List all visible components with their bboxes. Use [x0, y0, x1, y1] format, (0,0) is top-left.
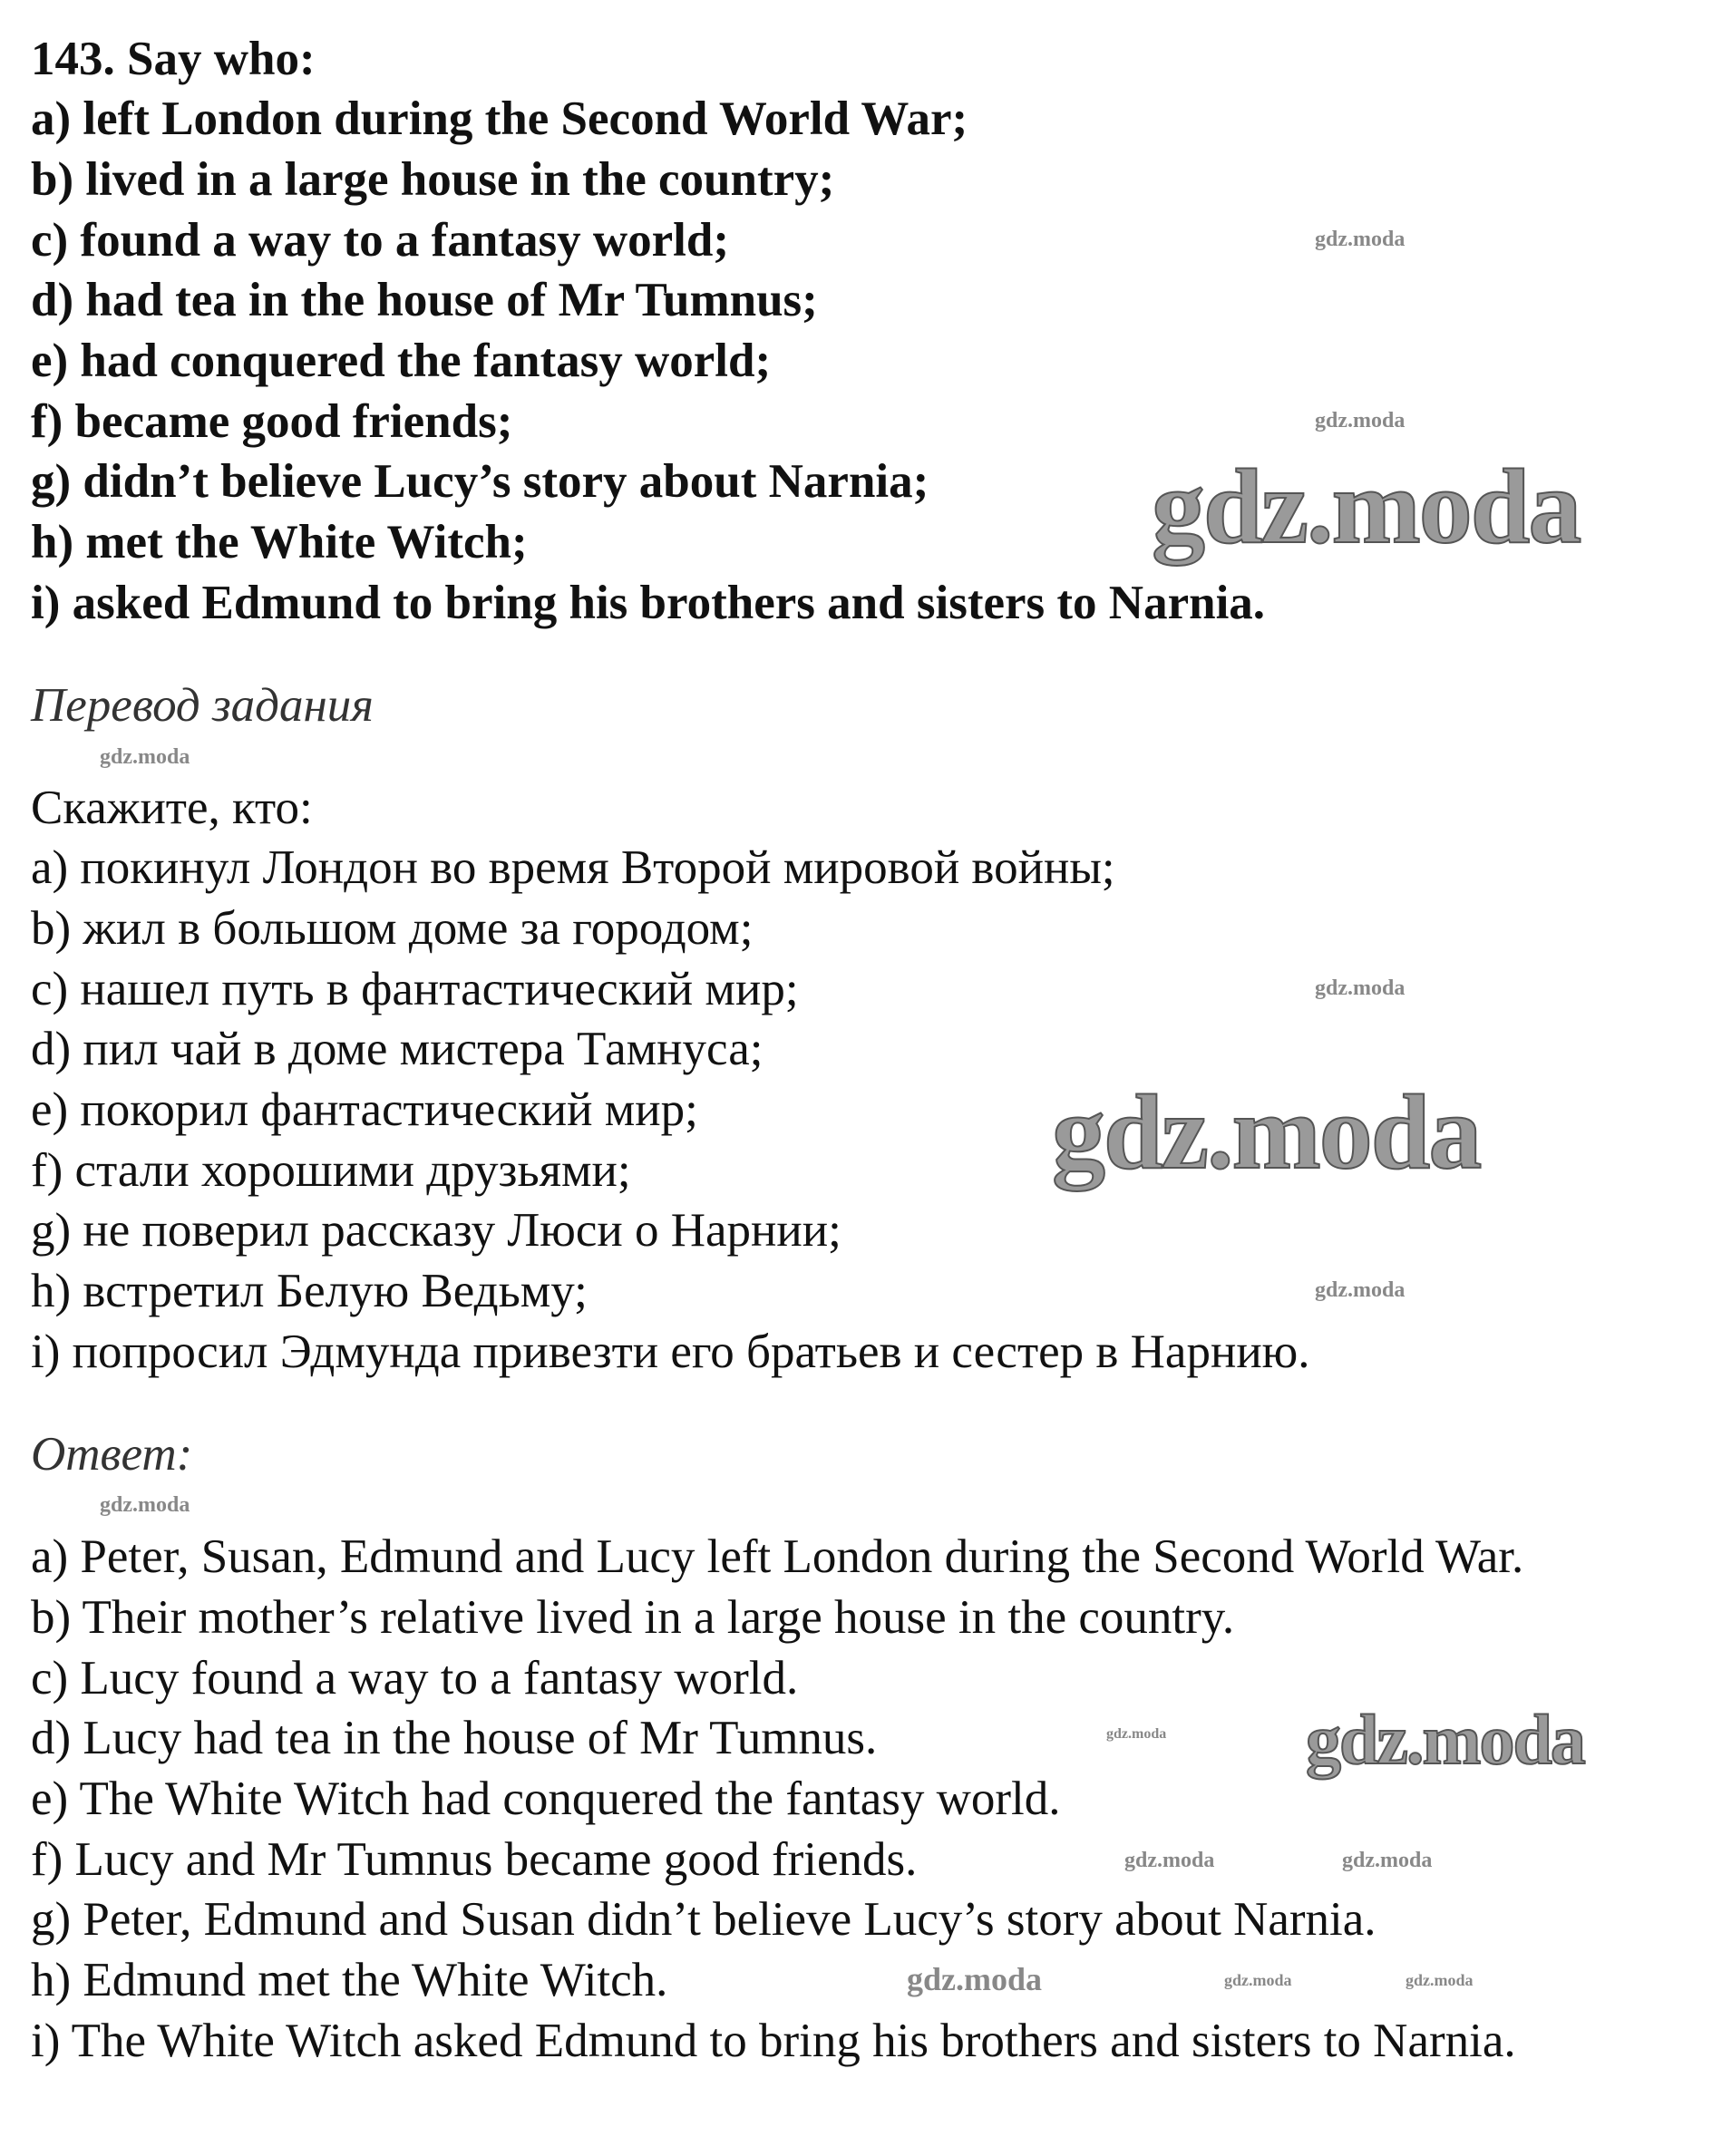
translation-item: b) жил в большом доме за городом;	[31, 902, 754, 955]
watermark-small: gdz.moda	[907, 1961, 1043, 1997]
answer-item: b) Their mother’s relative lived in a large house in the country.	[31, 1591, 1235, 1644]
watermark-small: gdz.moda	[1315, 409, 1406, 432]
watermark-small: gdz.moda	[1406, 1971, 1474, 1989]
translation-item: g) не поверил рассказу Люси о Нарнии;	[31, 1204, 841, 1257]
task-item: e) had conquered the fantasy world;	[31, 335, 772, 387]
watermark-large: gdz.moda	[1152, 447, 1581, 566]
answer-item: i) The White Witch asked Edmund to bring his brothers and sisters to Narnia.	[31, 2015, 1516, 2067]
answer-item: h) Edmund met the White Witch.	[31, 1954, 668, 2006]
task-item: f) became good friends;	[31, 395, 513, 448]
translation-title: Скажите, кто:	[31, 782, 313, 834]
translation-item: i) попросил Эдмунда привезти его братьев и сестер в Нарнию.	[31, 1326, 1310, 1378]
task-item: g) didn’t believe Lucy’s story about Narnia;	[31, 455, 929, 508]
watermark-small: gdz.moda	[1315, 228, 1406, 251]
answer-heading: Ответ:	[31, 1428, 193, 1481]
watermark-small: gdz.moda	[100, 1493, 190, 1517]
task-item: b) lived in a large house in the country;	[31, 153, 835, 206]
answer-item: a) Peter, Susan, Edmund and Lucy left London during the Second World War.	[31, 1530, 1524, 1583]
translation-item: h) встретил Белую Ведьму;	[31, 1265, 588, 1317]
watermark-small: gdz.moda	[1224, 1971, 1292, 1989]
translation-item: a) покинул Лондон во время Второй мировой войны;	[31, 841, 1115, 894]
answer-item: c) Lucy found a way to a fantasy world.	[31, 1652, 799, 1704]
translation-item: d) пил чай в доме мистера Тамнуса;	[31, 1023, 764, 1075]
task-item: i) asked Edmund to bring his brothers and sisters to Narnia.	[31, 577, 1266, 629]
watermark-small: gdz.moda	[1315, 1278, 1406, 1302]
answer-item: g) Peter, Edmund and Susan didn’t believe Lucy’s story about Narnia.	[31, 1893, 1376, 1946]
watermark-small: gdz.moda	[100, 745, 190, 769]
task-item: c) found a way to a fantasy world;	[31, 214, 729, 267]
task-item: d) had tea in the house of Mr Tumnus;	[31, 274, 818, 326]
watermark-medium: gdz.moda	[1306, 1700, 1584, 1779]
answer-item: e) The White Witch had conquered the fantasy world.	[31, 1772, 1061, 1825]
watermark-small: gdz.moda	[1315, 976, 1406, 1000]
translation-item: e) покорил фантастический мир;	[31, 1083, 698, 1136]
answer-item: f) Lucy and Mr Tumnus became good friends.	[31, 1833, 918, 1886]
task-title: 143. Say who:	[31, 33, 316, 85]
task-item: a) left London during the Second World War;	[31, 92, 968, 145]
task-item: h) met the White Witch;	[31, 516, 528, 568]
watermark-small: gdz.moda	[1106, 1726, 1167, 1742]
translation-item: f) стали хорошими друзьями;	[31, 1144, 631, 1197]
translation-heading: Перевод задания	[31, 679, 374, 732]
watermark-large: gdz.moda	[1052, 1073, 1481, 1191]
watermark-small: gdz.moda	[1124, 1849, 1215, 1872]
watermark-small: gdz.moda	[1342, 1849, 1433, 1872]
translation-item: c) нашел путь в фантастический мир;	[31, 963, 799, 1015]
answer-item: d) Lucy had tea in the house of Mr Tumnus.	[31, 1712, 878, 1764]
